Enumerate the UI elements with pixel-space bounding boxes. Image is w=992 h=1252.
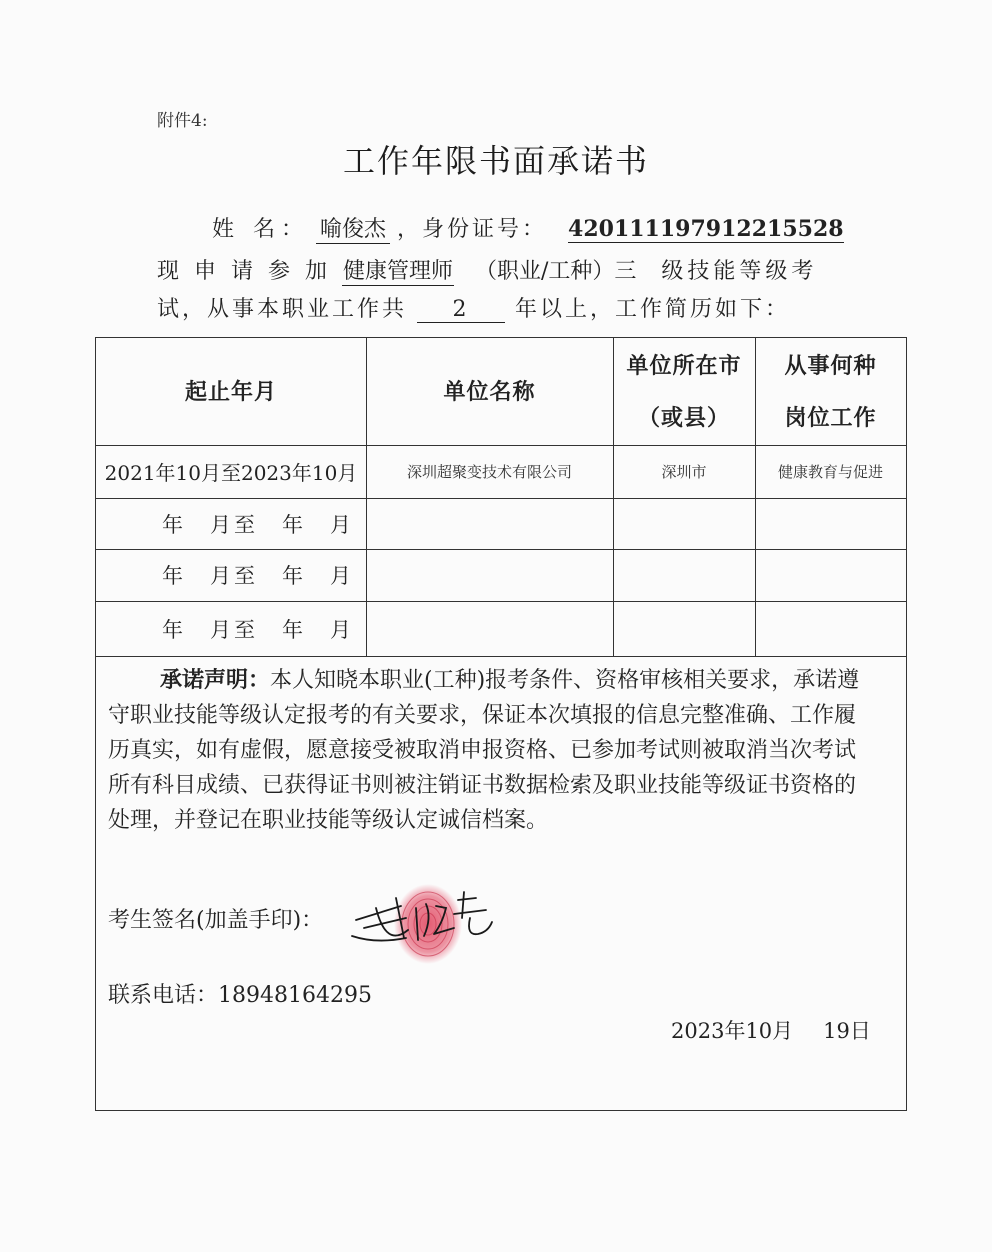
row3-period: 年 月至 年 月	[162, 564, 354, 588]
signing-date	[671, 1015, 871, 1045]
row1-period: 2021年10月至2023年10月	[104, 461, 358, 485]
row-divider	[96, 656, 906, 657]
years-suffix: 年以上，工作简历如下：	[515, 297, 791, 322]
applicant-line-1	[212, 212, 844, 244]
row1-city: 深圳市	[661, 463, 707, 481]
document-title: 工作年限书面承诺书	[342, 142, 649, 180]
header-period: 起止年月	[184, 378, 277, 405]
row1-position: 健康教育与促进	[777, 463, 883, 481]
applicant-line-3	[157, 292, 790, 323]
occupation-type-text: （职业/工种）三	[474, 259, 637, 284]
commitment-form	[95, 337, 907, 1111]
years-prefix: 试，从事本职业工作共	[157, 297, 408, 322]
header-city-line2: （或县）	[637, 404, 730, 431]
phone-label: 联系电话：	[108, 983, 219, 1008]
id-label: ，身份证号：	[397, 217, 548, 242]
apply-prefix: 现 申 请 参 加	[157, 259, 331, 284]
signature-label: 考生签名(加盖手印)：	[108, 908, 324, 933]
header-position-line2: 岗位工作	[784, 404, 877, 431]
row1-company: 深圳超聚变技术有限公司	[406, 463, 572, 481]
phone-number: 18948164295	[218, 983, 372, 1008]
occupation-name: 健康管理师	[342, 254, 454, 286]
date-day: 19日	[823, 1019, 871, 1043]
attachment-label: 附件4:	[157, 111, 208, 131]
applicant-name: 喻俊杰	[316, 212, 390, 244]
applicant-line-2	[157, 254, 817, 286]
id-number: 420111197912215528	[568, 216, 844, 242]
signature-with-fingerprint	[346, 878, 516, 968]
header-company: 单位名称	[443, 378, 536, 405]
date-year-month: 2023年10月	[671, 1019, 794, 1043]
name-label: 姓 名：	[212, 217, 309, 242]
years-value: 2	[417, 297, 505, 323]
row2-period: 年 月至 年 月	[162, 512, 354, 537]
level-text: 级技能等级考	[661, 259, 818, 284]
contact-phone	[108, 978, 372, 1009]
header-city-line1: 单位所在市	[626, 352, 742, 379]
header-position	[755, 338, 906, 445]
pledge-lead: 承诺声明：	[160, 667, 271, 693]
row4-period: 年 月至 年 月	[162, 617, 354, 642]
pledge-text: 本人知晓本职业(工种)报考条件、资格审核相关要求，承诺遵守职业技能等级认定报考的有关要求，保证本次填报的信息完整准确、工作履历真实，如有虚假，愿意接受被取消申报资格、已参加考试则被取消当次考试所有科目成绩、已获得证书则被注销证书数据检索及职业技能等级证书资格的处理，并登记在职业技能等级认定诚信档案。	[108, 668, 860, 833]
header-city	[613, 338, 755, 445]
pledge-statement	[108, 663, 868, 838]
header-position-line1: 从事何种	[784, 352, 877, 379]
